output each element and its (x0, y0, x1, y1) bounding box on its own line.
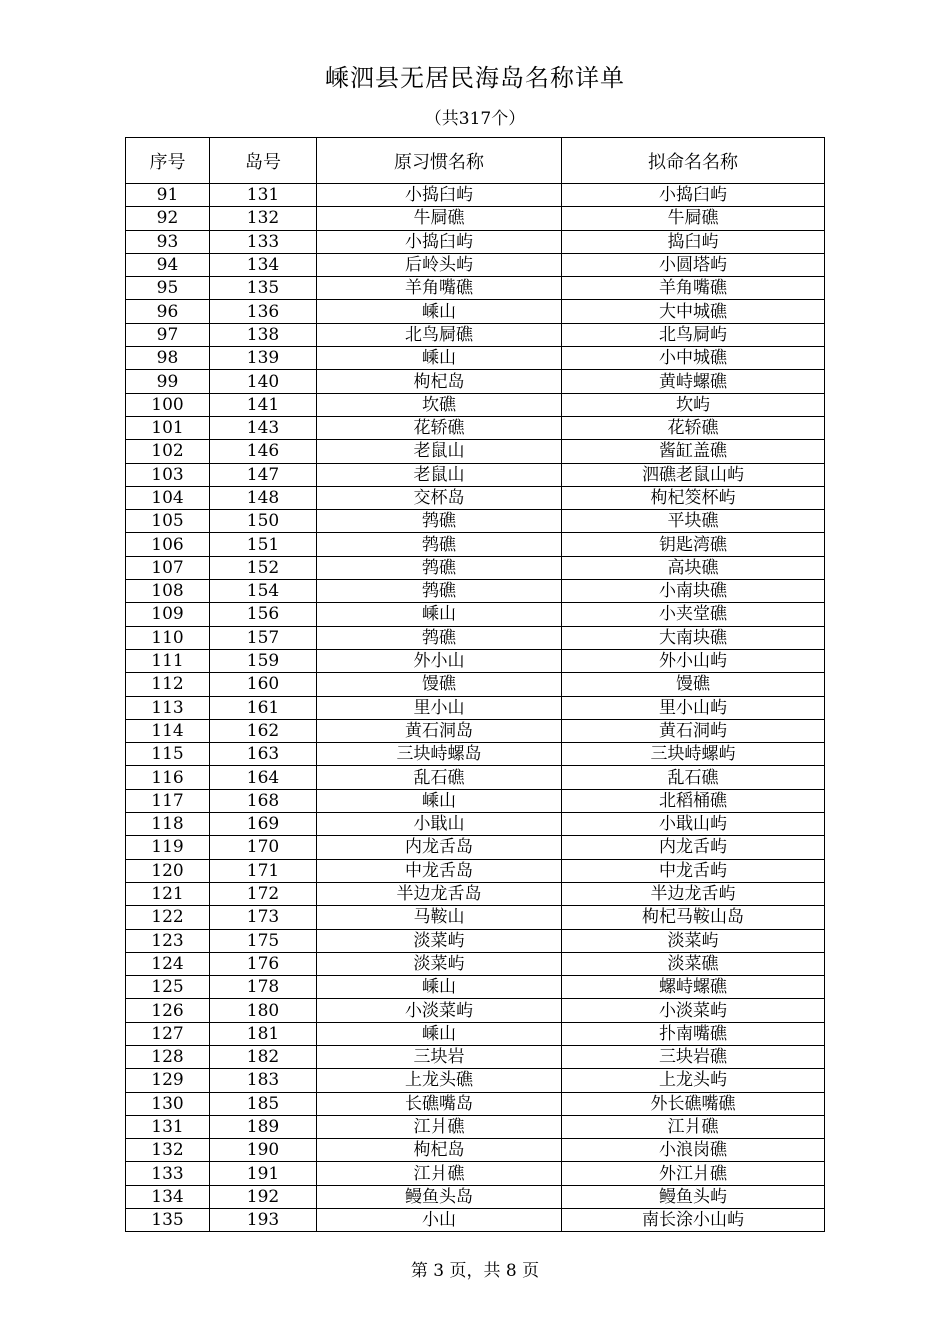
cell-proposed-name: 半边龙舌屿 (562, 882, 825, 905)
cell-original-name: 江爿礁 (317, 1162, 562, 1185)
cell-original-name: 小捣臼屿 (317, 184, 562, 207)
cell-island-number: 161 (210, 696, 317, 719)
cell-proposed-name: 三块峙螺屿 (562, 743, 825, 766)
table-row (126, 1069, 825, 1092)
table-row (126, 393, 825, 416)
cell-original-name: 嵊山 (317, 1022, 562, 1045)
cell-island-number: 156 (210, 603, 317, 626)
cell-proposed-name: 小淡菜屿 (562, 999, 825, 1022)
table-row (126, 300, 825, 323)
cell-original-name: 羊角嘴礁 (317, 277, 562, 300)
table-row (126, 1139, 825, 1162)
table-row (126, 1092, 825, 1115)
cell-original-name: 三块峙螺岛 (317, 743, 562, 766)
cell-original-name: 嵊山 (317, 976, 562, 999)
cell-proposed-name: 外江爿礁 (562, 1162, 825, 1185)
total-pages-number: 8 (505, 1261, 517, 1281)
table-row (126, 277, 825, 300)
cell-proposed-name: 小圆塔屿 (562, 253, 825, 276)
cell-island-number: 150 (210, 510, 317, 533)
cell-serial-number: 109 (126, 603, 210, 626)
cell-serial-number: 93 (126, 230, 210, 253)
cell-serial-number: 96 (126, 300, 210, 323)
table-row (126, 603, 825, 626)
cell-island-number: 168 (210, 789, 317, 812)
cell-proposed-name: 扑南嘴礁 (562, 1022, 825, 1045)
cell-serial-number: 114 (126, 719, 210, 742)
cell-island-number: 169 (210, 813, 317, 836)
cell-original-name: 鹁礁 (317, 580, 562, 603)
cell-serial-number: 110 (126, 626, 210, 649)
cell-island-number: 140 (210, 370, 317, 393)
cell-original-name: 淡菜屿 (317, 929, 562, 952)
cell-original-name: 鹁礁 (317, 556, 562, 579)
cell-serial-number: 115 (126, 743, 210, 766)
footer-prefix: 第 (410, 1261, 428, 1281)
cell-island-number: 160 (210, 673, 317, 696)
cell-island-number: 138 (210, 323, 317, 346)
cell-serial-number: 100 (126, 393, 210, 416)
cell-island-number: 181 (210, 1022, 317, 1045)
cell-proposed-name: 小捣臼屿 (562, 184, 825, 207)
cell-serial-number: 132 (126, 1139, 210, 1162)
table-row (126, 486, 825, 509)
cell-island-number: 172 (210, 882, 317, 905)
cell-serial-number: 119 (126, 836, 210, 859)
cell-original-name: 鹁礁 (317, 626, 562, 649)
cell-proposed-name: 北稻桶礁 (562, 789, 825, 812)
cell-island-number: 175 (210, 929, 317, 952)
table-row (126, 836, 825, 859)
cell-original-name: 长礁嘴岛 (317, 1092, 562, 1115)
header-island-number: 岛号 (210, 138, 317, 184)
table-row (126, 626, 825, 649)
cell-original-name: 嵊山 (317, 789, 562, 812)
cell-original-name: 嵊山 (317, 347, 562, 370)
island-count: （共317个） (424, 109, 526, 129)
cell-original-name: 坎礁 (317, 393, 562, 416)
cell-proposed-name: 枸杞筊杯屿 (562, 486, 825, 509)
cell-island-number: 193 (210, 1209, 317, 1232)
cell-island-number: 178 (210, 976, 317, 999)
cell-proposed-name: 牛屙礁 (562, 207, 825, 230)
cell-serial-number: 104 (126, 486, 210, 509)
footer-suffix: 页 (522, 1261, 540, 1281)
cell-original-name: 中龙舌岛 (317, 859, 562, 882)
cell-proposed-name: 钥匙湾礁 (562, 533, 825, 556)
cell-island-number: 189 (210, 1115, 317, 1138)
cell-serial-number: 103 (126, 463, 210, 486)
cell-original-name: 外小山 (317, 649, 562, 672)
cell-proposed-name: 泗礁老鼠山屿 (562, 463, 825, 486)
cell-proposed-name: 北鸟屙屿 (562, 323, 825, 346)
table-body (126, 184, 825, 1232)
cell-proposed-name: 馒礁 (562, 673, 825, 696)
cell-island-number: 154 (210, 580, 317, 603)
table-row (126, 463, 825, 486)
cell-original-name: 黄石洞岛 (317, 719, 562, 742)
cell-serial-number: 92 (126, 207, 210, 230)
cell-island-number: 152 (210, 556, 317, 579)
cell-serial-number: 97 (126, 323, 210, 346)
cell-serial-number: 127 (126, 1022, 210, 1045)
current-page-number: 3 (433, 1261, 445, 1281)
cell-serial-number: 106 (126, 533, 210, 556)
cell-proposed-name: 外长礁嘴礁 (562, 1092, 825, 1115)
cell-serial-number: 105 (126, 510, 210, 533)
cell-island-number: 180 (210, 999, 317, 1022)
cell-proposed-name: 内龙舌屿 (562, 836, 825, 859)
cell-serial-number: 129 (126, 1069, 210, 1092)
table-row (126, 813, 825, 836)
cell-serial-number: 135 (126, 1209, 210, 1232)
cell-original-name: 小戢山 (317, 813, 562, 836)
table-row (126, 1115, 825, 1138)
cell-proposed-name: 大中城礁 (562, 300, 825, 323)
cell-original-name: 后岭头屿 (317, 253, 562, 276)
cell-original-name: 嵊山 (317, 300, 562, 323)
cell-serial-number: 121 (126, 882, 210, 905)
table-row (126, 580, 825, 603)
cell-island-number: 190 (210, 1139, 317, 1162)
cell-proposed-name: 黄石洞屿 (562, 719, 825, 742)
table-row (126, 1185, 825, 1208)
cell-original-name: 馒礁 (317, 673, 562, 696)
cell-proposed-name: 高块礁 (562, 556, 825, 579)
cell-serial-number: 118 (126, 813, 210, 836)
cell-serial-number: 134 (126, 1185, 210, 1208)
table-row (126, 906, 825, 929)
cell-serial-number: 117 (126, 789, 210, 812)
table-row (126, 743, 825, 766)
cell-serial-number: 95 (126, 277, 210, 300)
cell-proposed-name: 三块岩礁 (562, 1045, 825, 1068)
footer-middle: 页，共 (449, 1261, 501, 1281)
cell-proposed-name: 酱缸盖礁 (562, 440, 825, 463)
cell-proposed-name: 外小山屿 (562, 649, 825, 672)
table-row (126, 370, 825, 393)
cell-island-number: 157 (210, 626, 317, 649)
cell-original-name: 淡菜屿 (317, 952, 562, 975)
cell-proposed-name: 中龙舌屿 (562, 859, 825, 882)
cell-island-number: 185 (210, 1092, 317, 1115)
cell-original-name: 牛屙礁 (317, 207, 562, 230)
cell-original-name: 小淡菜屿 (317, 999, 562, 1022)
cell-serial-number: 111 (126, 649, 210, 672)
cell-original-name: 北鸟屙礁 (317, 323, 562, 346)
table-row (126, 999, 825, 1022)
table-row (126, 1162, 825, 1185)
cell-proposed-name: 小浪岗礁 (562, 1139, 825, 1162)
table-row (126, 440, 825, 463)
cell-proposed-name: 捣臼屿 (562, 230, 825, 253)
cell-island-number: 191 (210, 1162, 317, 1185)
table-row (126, 1022, 825, 1045)
cell-serial-number: 128 (126, 1045, 210, 1068)
table-row (126, 859, 825, 882)
cell-island-number: 148 (210, 486, 317, 509)
table-row (126, 323, 825, 346)
cell-island-number: 159 (210, 649, 317, 672)
cell-original-name: 乱石礁 (317, 766, 562, 789)
table-row (126, 673, 825, 696)
cell-serial-number: 116 (126, 766, 210, 789)
table-row (126, 1045, 825, 1068)
cell-original-name: 枸杞岛 (317, 370, 562, 393)
cell-serial-number: 113 (126, 696, 210, 719)
header-original-name: 原习惯名称 (317, 138, 562, 184)
cell-original-name: 里小山 (317, 696, 562, 719)
cell-proposed-name: 上龙头屿 (562, 1069, 825, 1092)
cell-proposed-name: 黄峙螺礁 (562, 370, 825, 393)
cell-original-name: 枸杞岛 (317, 1139, 562, 1162)
cell-island-number: 173 (210, 906, 317, 929)
table-row (126, 719, 825, 742)
cell-serial-number: 107 (126, 556, 210, 579)
cell-original-name: 交杯岛 (317, 486, 562, 509)
cell-proposed-name: 小南块礁 (562, 580, 825, 603)
cell-original-name: 三块岩 (317, 1045, 562, 1068)
cell-proposed-name: 坎屿 (562, 393, 825, 416)
cell-serial-number: 124 (126, 952, 210, 975)
cell-island-number: 141 (210, 393, 317, 416)
cell-island-number: 170 (210, 836, 317, 859)
table-row (126, 416, 825, 439)
table-row (126, 556, 825, 579)
table-row (126, 347, 825, 370)
cell-proposed-name: 平块礁 (562, 510, 825, 533)
cell-island-number: 171 (210, 859, 317, 882)
table-row (126, 1209, 825, 1232)
cell-original-name: 上龙头礁 (317, 1069, 562, 1092)
cell-island-number: 164 (210, 766, 317, 789)
cell-serial-number: 99 (126, 370, 210, 393)
cell-island-number: 192 (210, 1185, 317, 1208)
cell-original-name: 鹁礁 (317, 510, 562, 533)
cell-island-number: 163 (210, 743, 317, 766)
cell-serial-number: 120 (126, 859, 210, 882)
cell-original-name: 小山 (317, 1209, 562, 1232)
cell-proposed-name: 鳗鱼头屿 (562, 1185, 825, 1208)
cell-island-number: 136 (210, 300, 317, 323)
cell-serial-number: 122 (126, 906, 210, 929)
cell-serial-number: 125 (126, 976, 210, 999)
cell-island-number: 182 (210, 1045, 317, 1068)
table-row (126, 976, 825, 999)
cell-serial-number: 130 (126, 1092, 210, 1115)
page-title: 嵊泗县无居民海岛名称详单 (325, 64, 625, 92)
table-row (126, 929, 825, 952)
cell-proposed-name: 枸杞马鞍山岛 (562, 906, 825, 929)
cell-original-name: 江爿礁 (317, 1115, 562, 1138)
cell-proposed-name: 螺峙螺礁 (562, 976, 825, 999)
cell-serial-number: 102 (126, 440, 210, 463)
cell-serial-number: 123 (126, 929, 210, 952)
cell-island-number: 139 (210, 347, 317, 370)
table-row (126, 207, 825, 230)
cell-proposed-name: 南长涂小山屿 (562, 1209, 825, 1232)
table-row (126, 882, 825, 905)
table-row (126, 696, 825, 719)
cell-proposed-name: 江爿礁 (562, 1115, 825, 1138)
cell-proposed-name: 淡菜屿 (562, 929, 825, 952)
cell-proposed-name: 大南块礁 (562, 626, 825, 649)
cell-serial-number: 98 (126, 347, 210, 370)
cell-island-number: 147 (210, 463, 317, 486)
cell-serial-number: 112 (126, 673, 210, 696)
cell-original-name: 马鞍山 (317, 906, 562, 929)
cell-serial-number: 108 (126, 580, 210, 603)
cell-proposed-name: 小夹堂礁 (562, 603, 825, 626)
cell-proposed-name: 乱石礁 (562, 766, 825, 789)
cell-serial-number: 91 (126, 184, 210, 207)
cell-original-name: 老鼠山 (317, 440, 562, 463)
cell-original-name: 花轿礁 (317, 416, 562, 439)
cell-serial-number: 94 (126, 253, 210, 276)
table-header-row (126, 138, 825, 184)
island-name-table (125, 137, 825, 1232)
table-row (126, 230, 825, 253)
cell-island-number: 162 (210, 719, 317, 742)
cell-serial-number: 133 (126, 1162, 210, 1185)
header-serial-number: 序号 (126, 138, 210, 184)
cell-original-name: 嵊山 (317, 603, 562, 626)
cell-proposed-name: 淡菜礁 (562, 952, 825, 975)
cell-island-number: 143 (210, 416, 317, 439)
cell-serial-number: 126 (126, 999, 210, 1022)
table-row (126, 184, 825, 207)
table-row (126, 533, 825, 556)
cell-proposed-name: 里小山屿 (562, 696, 825, 719)
table-row (126, 253, 825, 276)
cell-original-name: 老鼠山 (317, 463, 562, 486)
cell-original-name: 鹁礁 (317, 533, 562, 556)
cell-original-name: 鳗鱼头岛 (317, 1185, 562, 1208)
page-footer (0, 1258, 950, 1284)
cell-island-number: 134 (210, 253, 317, 276)
cell-serial-number: 101 (126, 416, 210, 439)
cell-island-number: 131 (210, 184, 317, 207)
cell-original-name: 半边龙舌岛 (317, 882, 562, 905)
cell-island-number: 135 (210, 277, 317, 300)
cell-island-number: 133 (210, 230, 317, 253)
cell-island-number: 183 (210, 1069, 317, 1092)
cell-proposed-name: 花轿礁 (562, 416, 825, 439)
cell-original-name: 小捣臼屿 (317, 230, 562, 253)
cell-proposed-name: 小中城礁 (562, 347, 825, 370)
cell-original-name: 内龙舌岛 (317, 836, 562, 859)
table-row (126, 952, 825, 975)
table-row (126, 510, 825, 533)
cell-serial-number: 131 (126, 1115, 210, 1138)
cell-proposed-name: 羊角嘴礁 (562, 277, 825, 300)
table-row (126, 649, 825, 672)
header-proposed-name: 拟命名名称 (562, 138, 825, 184)
cell-island-number: 146 (210, 440, 317, 463)
cell-island-number: 176 (210, 952, 317, 975)
cell-proposed-name: 小戢山屿 (562, 813, 825, 836)
cell-island-number: 151 (210, 533, 317, 556)
table-row (126, 789, 825, 812)
cell-island-number: 132 (210, 207, 317, 230)
table-row (126, 766, 825, 789)
